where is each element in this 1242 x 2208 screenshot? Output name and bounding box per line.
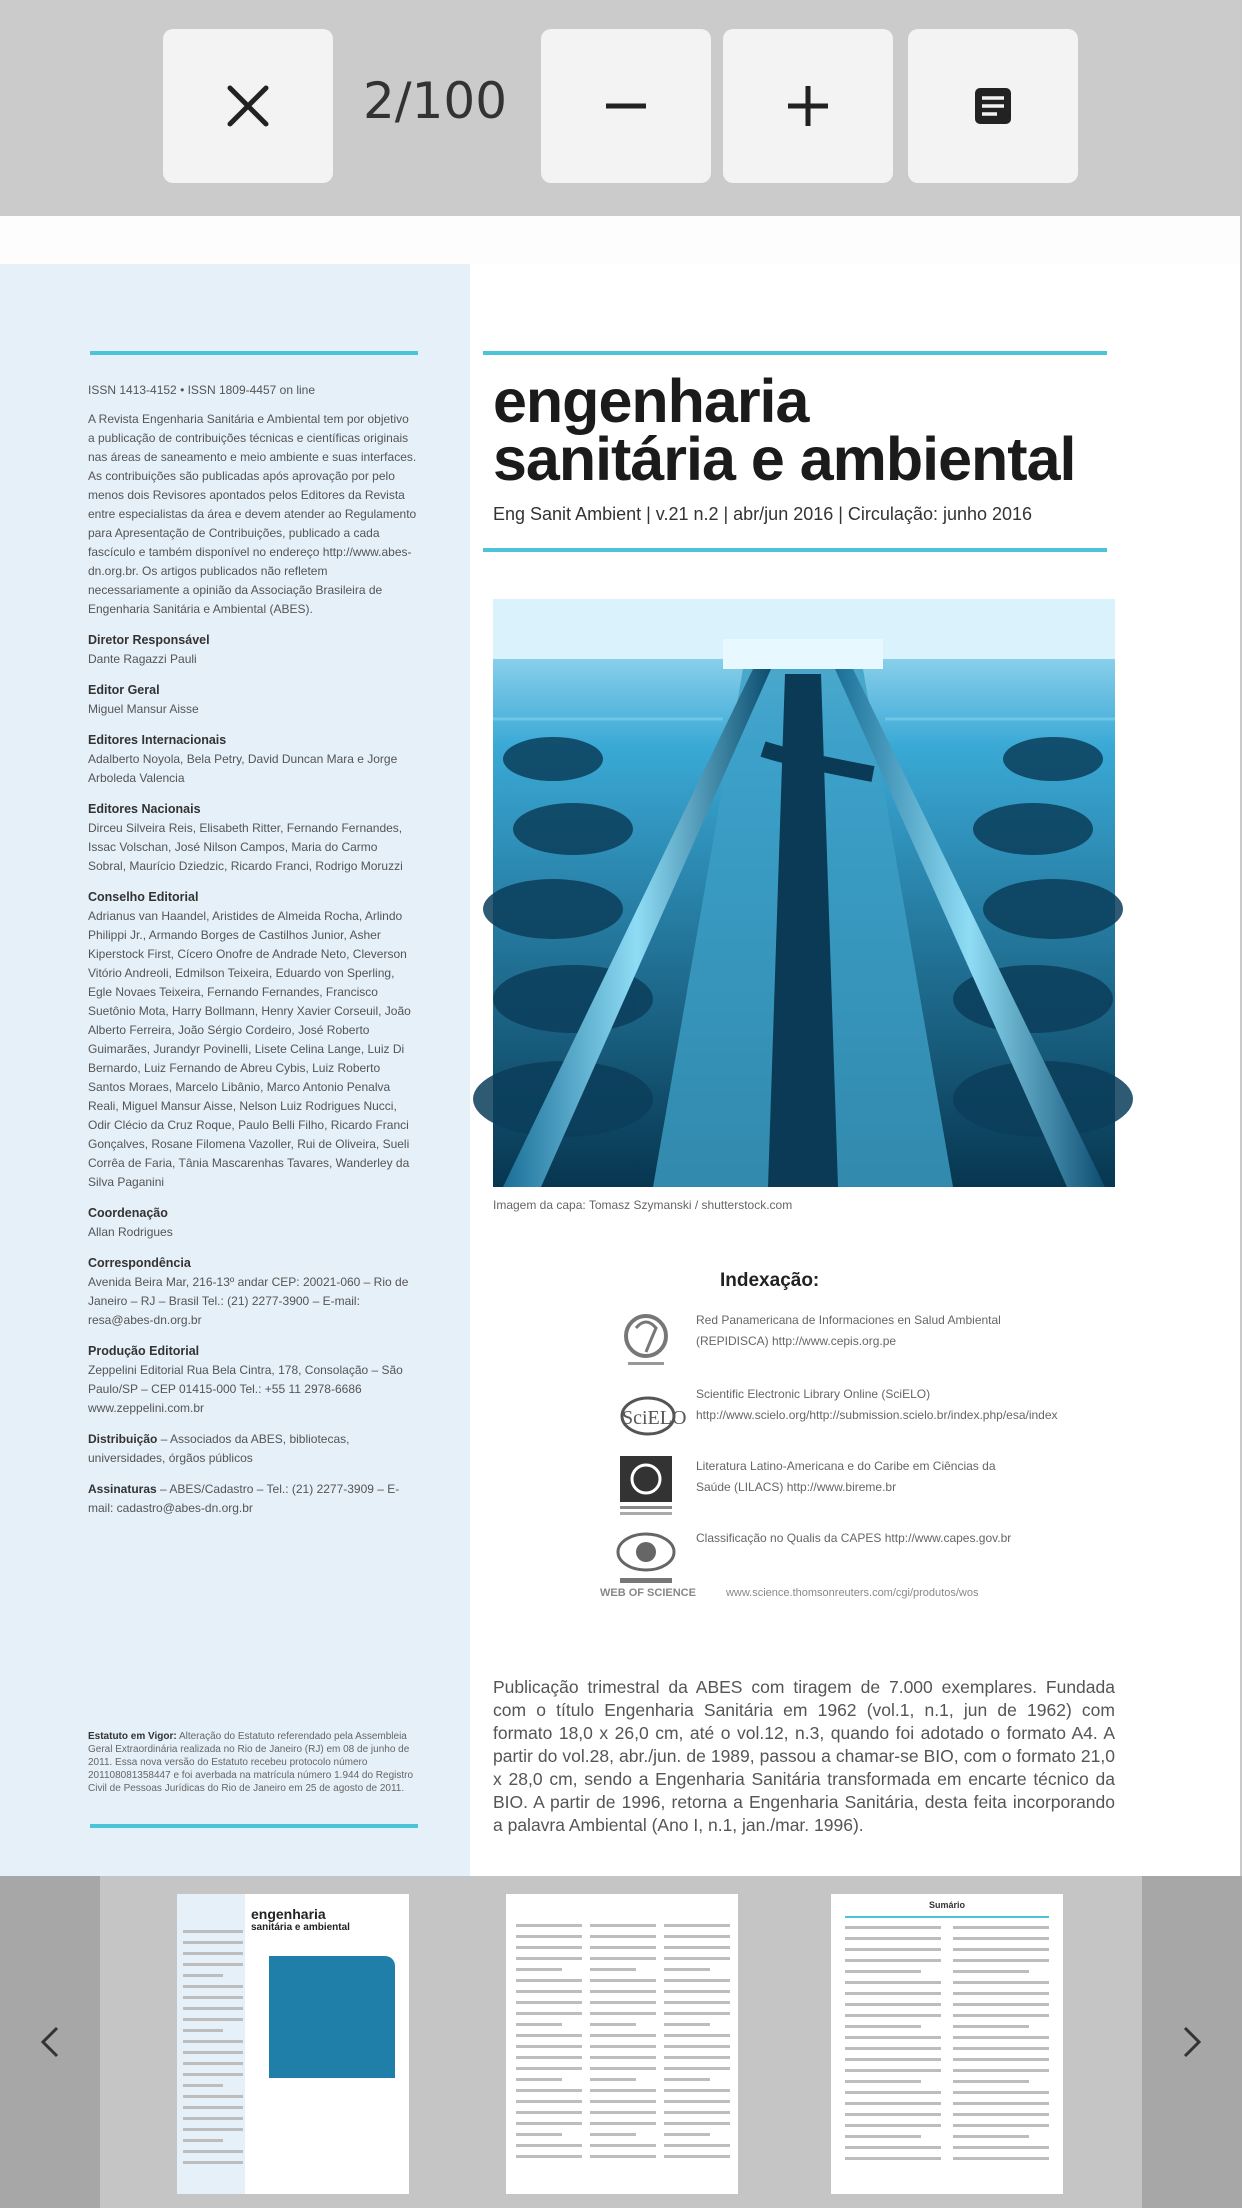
thumbnail-text-line — [845, 2135, 921, 2138]
journal-title-line1: engenharia — [493, 367, 809, 435]
thumbnail-text-line — [516, 1946, 582, 1949]
thumbnail-text-line — [845, 1937, 941, 1940]
thumbnail-text-line — [590, 2045, 656, 2048]
thumbnail-text-line — [664, 2012, 730, 2015]
thumbnail-text-line — [845, 2047, 941, 2050]
masthead-body — [88, 381, 418, 1518]
thumbnail-text-line — [953, 1937, 1049, 1940]
divider — [90, 351, 418, 355]
divider — [483, 351, 1107, 355]
masthead-sections — [88, 631, 418, 1418]
thumbnail-text-line — [845, 2102, 941, 2105]
thumbnail-text-line — [183, 1996, 243, 1999]
thumbnail-text-line — [590, 2056, 656, 2059]
thumbnail-text-line — [953, 2113, 1049, 2116]
thumbnail-page-3[interactable] — [506, 1894, 738, 2194]
thumbnail-text-line — [845, 1981, 941, 1984]
thumbnail-text-line — [516, 2045, 582, 2048]
thumbnail-text-line — [590, 1968, 636, 1971]
close-button[interactable] — [163, 29, 333, 183]
thumbnail-text-line — [664, 1968, 710, 1971]
thumbnail-text-line — [516, 2078, 562, 2081]
web-of-science-url: www.science.thomsonreuters.com/cgi/produtos/wos — [725, 1587, 979, 1599]
indexing-footer — [600, 1587, 978, 1599]
thumbnail-text-line — [953, 2091, 1049, 2094]
thumbnail-text-line — [590, 1946, 656, 1949]
thumbnail-text-line — [183, 2128, 243, 2131]
thumbnail-text-line — [845, 2113, 941, 2116]
thumbnail-text-line — [953, 2036, 1049, 2039]
prev-page-button[interactable] — [0, 1876, 100, 2208]
thumbnail-text-line — [590, 2067, 656, 2070]
thumbnail-text-line — [183, 2095, 243, 2098]
thumbnail-text-line — [183, 2161, 243, 2164]
web-of-science-label: WEB OF SCIENCE — [600, 1587, 696, 1599]
thumbnail-text-line — [845, 1959, 941, 1962]
thumbnail-text-line — [953, 2135, 1029, 2138]
thumbnail-text-line — [183, 2139, 223, 2142]
masthead-heading: Diretor Responsável — [88, 633, 210, 647]
subscriptions-value: – ABES/Cadastro – Tel.: (21) 2277-3909 – E-mail: cadastro@abes-dn.org.br — [88, 1482, 400, 1515]
thumbnail-text-line — [590, 2100, 656, 2103]
statute-text — [88, 1730, 418, 1795]
thumbnail-text-line — [953, 1926, 1049, 1929]
thumbnail-text-line — [953, 2025, 1029, 2028]
close-icon — [226, 84, 270, 128]
cover-image — [493, 599, 1115, 1187]
masthead-heading: Editor Geral — [88, 683, 160, 697]
thumbnail-text-line — [590, 2089, 656, 2092]
masthead-text: Dante Ragazzi Pauli — [88, 652, 197, 666]
thumbnail-text-line — [516, 1990, 582, 1993]
thumbnail-text-line — [183, 2029, 223, 2032]
publication-note: Publicação trimestral da ABES com tiragem de 7.000 exemplares. Fundada com o título Engenharia Sanitária em 1962 (vol.1, n.1, jun de 1962) com formato 18,0 x 26,0 cm, até o vol.12, n.3, quando foi adotado o formato A4. A partir do vol.28, abr./jun. de 1989, passou a chamar-se BIO, com o formato 21,0 x 28,0 cm, sendo a Engenharia Sanitária transformada em encarte técnico da BIO. A partir de 1996, retorna a Engenharia Sanitária, desta feita incorporando a palavra Ambiental (Ano I, n.1, jan./mar. 1996). — [493, 1677, 1115, 1835]
thumbnail-text-line — [664, 1946, 730, 1949]
thumbnail-text-line — [183, 2117, 243, 2120]
thumbnail-text-line — [664, 1935, 730, 1938]
thumbnail-text-line — [183, 2051, 243, 2054]
thumbnail-text-line — [183, 2106, 243, 2109]
indexing-item — [614, 1308, 1034, 1378]
issn-text: ISSN 1413-4152 • ISSN 1809-4457 on line — [88, 383, 316, 397]
indexing-text: Red Panamericana de Informaciones en Salud Ambiental (REPIDISCA) http://www.cepis.org.pe — [696, 1313, 1001, 1348]
svg-text:SciELO: SciELO — [622, 1407, 687, 1429]
thumbnail-title-line2: sanitária e ambiental — [251, 1922, 350, 1933]
thumbnail-text-line — [183, 2073, 243, 2076]
thumbnail-text-line — [664, 2111, 730, 2114]
thumbnail-text-line — [590, 2023, 636, 2026]
thumbnail-text-line — [590, 1979, 656, 1982]
thumbnail-text-line — [845, 2058, 941, 2061]
thumbnail-text-line — [953, 2069, 1049, 2072]
thumbnail-text-line — [590, 1957, 656, 1960]
thumbnail-text-line — [516, 2144, 582, 2147]
thumbnail-text-line — [516, 2111, 582, 2114]
thumbnail-text-line — [953, 2146, 1049, 2149]
thumbnail-strip — [0, 1876, 1240, 2208]
thumbnail-text-line — [516, 2056, 582, 2059]
thumbnail-text-line — [664, 1990, 730, 1993]
thumbnail-text-line — [516, 2133, 562, 2136]
thumbnail-text-line — [664, 2155, 730, 2158]
thumbnail-text-line — [516, 2100, 582, 2103]
thumbnail-text-line — [845, 2080, 921, 2083]
thumbnail-text-line — [590, 1924, 656, 1927]
masthead-text: Dirceu Silveira Reis, Elisabeth Ritter, Fernando Fernandes, Issac Volschan, José Nilson Campos, Maria do Carmo Sobral, Maurício Dziedzic, Ricardo Franci, Rodrigo Moruzzi — [88, 821, 403, 873]
thumbnail-text-line — [590, 2001, 656, 2004]
thumbnail-text-line — [590, 1935, 656, 1938]
thumbnail-text-line — [953, 2058, 1049, 2061]
masthead-text: Adalberto Noyola, Bela Petry, David Duncan Mara e Jorge Arboleda Valencia — [88, 752, 398, 785]
document-viewer[interactable] — [0, 216, 1240, 1876]
thumbnail-text-line — [516, 1979, 582, 1982]
thumbnail-text-line — [590, 1990, 656, 1993]
distribution-text — [88, 1430, 418, 1468]
thumbnail-text-line — [590, 2155, 656, 2158]
document-icon — [973, 86, 1013, 126]
thumbnail-text-line — [953, 2124, 1049, 2127]
thumbnail-text-line — [516, 2067, 582, 2070]
masthead-text: Zeppelini Editorial Rua Bela Cintra, 178, Consolação – São Paulo/SP – CEP 01415-000 Tel.: +55 11 2978-6686 www.zeppelini.com.br — [88, 1363, 403, 1415]
journal-description: A Revista Engenharia Sanitária e Ambiental tem por objetivo a publicação de contribuições técnicas e científicas originais nas áreas de saneamento e meio ambiente e suas interfaces. As contribuições são publicadas após aprovação por pelo menos dois Revisores apontados pelos Editores da Revista entre especialistas da área e devem atender ao Regulamento para Apresentação de Contribuições, publicado a cada fascículo e também disponível no endereço http://www.abes-dn.org.br. Os artigos publicados não refletem necessariamente a opinião da Associação Brasileira de Engenharia Sanitária e Ambiental (ABES). — [88, 412, 417, 616]
masthead-text: Miguel Mansur Aisse — [88, 702, 199, 716]
indexing-text: Classificação no Qualis da CAPES http://www.capes.gov.br — [696, 1531, 1012, 1545]
thumbnail-text-line — [183, 2084, 223, 2087]
thumbnail-text-line — [845, 2157, 941, 2160]
thumbnail-text-line — [590, 2111, 656, 2114]
masthead-heading: Coordenação — [88, 1206, 168, 1220]
zoom-out-button[interactable] — [541, 29, 711, 183]
masthead-heading: Produção Editorial — [88, 1344, 200, 1358]
thumbnail-text-line — [845, 2036, 941, 2039]
document-button[interactable] — [908, 29, 1078, 183]
thumbnail-text-line — [516, 2012, 582, 2015]
thumbnail-text-line — [516, 1968, 562, 1971]
thumbnail-text-line — [845, 2091, 941, 2094]
masthead-text: Avenida Beira Mar, 216-13º andar CEP: 20021-060 – Rio de Janeiro – RJ – Brasil Tel.: (21) 2277-3900 – E-mail: resa@abes-dn.org.br — [88, 1275, 409, 1327]
thumbnail-text-line — [516, 1957, 582, 1960]
thumbnail-text-line — [845, 1992, 941, 1995]
issue-info: Eng Sanit Ambient | v.21 n.2 | abr/jun 2016 | Circulação: junho 2016 — [493, 504, 1033, 524]
thumbnail-text-line — [664, 2067, 730, 2070]
indexing-item — [614, 1454, 1034, 1524]
thumbnail-text-line — [845, 2146, 941, 2149]
thumbnail-text-line — [183, 1963, 243, 1966]
thumbnail-text-line — [183, 1941, 243, 1944]
zoom-in-button[interactable] — [723, 29, 893, 183]
masthead-heading: Editores Nacionais — [88, 802, 201, 816]
thumbnail-text-line — [845, 2124, 941, 2127]
plus-icon — [786, 84, 830, 128]
thumbnail-text-line — [845, 2069, 941, 2072]
thumbnail-text-line — [953, 2014, 1049, 2017]
thumbnail-text-line — [845, 2025, 921, 2028]
statute-value: Alteração do Estatuto referendado pela Assembleia Geral Extraordinária realizada no Rio de Janeiro (RJ) em 08 de junho de 2011. Essa nova versão do Estatuto recebeu protocolo número 201108081358447 e foi averbada na matrícula número 1.944 do Registro Civil de Pessoas Jurídicas do Rio de Janeiro em 25 de agosto de 2011. — [88, 1731, 414, 1794]
thumbnail-text-line — [953, 1948, 1049, 1951]
chevron-left-icon — [40, 2025, 60, 2059]
next-page-button[interactable] — [1142, 1876, 1242, 2208]
subscriptions-text — [88, 1480, 418, 1518]
divider — [483, 548, 1107, 552]
thumbnail-text-line — [664, 2034, 730, 2037]
thumbnail-text-line — [953, 2047, 1049, 2050]
thumbnail-text-line — [953, 1959, 1049, 1962]
journal-title — [493, 367, 1076, 493]
thumbnail-text-line — [516, 1935, 582, 1938]
thumbnail-text-line — [664, 1979, 730, 1982]
thumbnail-text-line — [183, 2007, 243, 2010]
chevron-right-icon — [1182, 2025, 1202, 2059]
thumbnail-text-line — [664, 2089, 730, 2092]
masthead-heading: Editores Internacionais — [88, 733, 227, 747]
thumbnail-text-line — [183, 1974, 223, 1977]
thumbnail-text-line — [516, 2155, 582, 2158]
thumbnail-title: Sumário — [928, 1900, 965, 1910]
minus-icon — [604, 101, 648, 111]
thumbnail-text-line — [845, 2003, 941, 2006]
thumbnail-text-line — [664, 2001, 730, 2004]
page-counter: 2/100 — [362, 72, 508, 130]
distribution-label: Distribuição — [88, 1432, 158, 1446]
thumbnail-text-line — [183, 1985, 243, 1988]
thumbnail-text-line — [590, 2144, 656, 2147]
distribution-value: – Associados da ABES, bibliotecas, universidades, órgãos públicos — [88, 1432, 350, 1465]
cover-credit: Imagem da capa: Tomasz Szymanski / shutterstock.com — [493, 1198, 793, 1212]
thumbnail-page-2[interactable] — [177, 1894, 409, 2194]
lilacs-logo — [614, 1454, 678, 1518]
masthead-heading: Correspondência — [88, 1256, 191, 1270]
thumbnail-text-line — [664, 2122, 730, 2125]
thumbnail-text-line — [845, 2014, 941, 2017]
scielo-logo — [614, 1382, 687, 1446]
journal-title-line2: sanitária e ambiental — [493, 425, 1076, 493]
thumbnail-text-line — [516, 2001, 582, 2004]
masthead-text: Allan Rodrigues — [88, 1225, 173, 1239]
indexing-text: Literatura Latino-Americana e do Caribe em Ciências da Saúde (LILACS) http://www.bireme.br — [696, 1459, 996, 1494]
thumbnail-text-line — [590, 2133, 636, 2136]
indexing-title: Indexação: — [720, 1270, 820, 1291]
divider — [90, 1824, 418, 1828]
masthead-column — [0, 264, 470, 1876]
repidisca-logo — [614, 1308, 678, 1372]
document-page — [0, 264, 1240, 1876]
indexing-item — [614, 1382, 1058, 1452]
indexing-item — [614, 1526, 1034, 1596]
thumbnail-text-line — [183, 2150, 243, 2153]
thumbnail-text-line — [664, 2023, 710, 2026]
cover-photo — [493, 599, 1115, 1187]
thumbnail-text-line — [953, 1981, 1049, 1984]
thumbnail-text-line — [183, 1930, 243, 1933]
thumbnail-text-line — [664, 2056, 730, 2059]
thumbnail-title — [251, 1908, 350, 1934]
thumbnail-text-line — [953, 2102, 1049, 2105]
thumbnail-text-line — [590, 2078, 636, 2081]
thumbnail-text-line — [590, 2122, 656, 2125]
thumbnail-text-line — [953, 2080, 1029, 2083]
masthead-text: Adrianus van Haandel, Aristides de Almeida Rocha, Arlindo Philippi Jr., Armando Borges de Castilhos Junior, Asher Kiperstock First, Cícero Onofre de Andrade Neto, Cleverson Vitório Andreoli, Edmilson Teixeira, Eduardo von Sperling, Egle Novaes Teixeira, Fernando Fernandes, Francisco Suetônio Mota, Harry Bollmann, Henry Xavier Corseuil, João Alberto Ferreira, João Sérgio Cordeiro, José Roberto Guimarães, Jurandyr Povinelli, Lisete Celina Lange, Luiz Di Bernardo, Luiz Fernando de Abreu Cybis, Luiz Roberto Santos Moraes, Marcelo Libânio, Marco Antonio Penalva Reali, Miguel Mansur Aisse, Nelson Luiz Rodrigues Nucci, Odir Clécio da Cruz Roque, Paulo Belli Filho, Ricardo Franci Gonçalves, Rosane Filomena Vazoller, Rui de Oliveira, Sueli Corrêa de Faria, Tânia Mascarenhas Tavares, Wanderley da Silva Paganini — [88, 909, 411, 1189]
thumbnail-text-line — [664, 2045, 730, 2048]
viewer-toolbar — [0, 0, 1240, 216]
thumbnail-text-line — [664, 2144, 730, 2147]
thumbnail-text-line — [953, 2157, 1049, 2160]
thumbnail-text-line — [183, 2018, 243, 2021]
thumbnail-text-line — [516, 2023, 562, 2026]
thumbnail-page-4[interactable] — [831, 1894, 1063, 2194]
thumbnail-text-line — [953, 2003, 1049, 2006]
thumbnail-text-line — [516, 2089, 582, 2092]
thumbnail-text-line — [845, 1926, 941, 1929]
thumbnail-text-line — [516, 2122, 582, 2125]
thumbnail-text-line — [183, 1952, 243, 1955]
thumbnail-text-line — [183, 2040, 243, 2043]
statute-label: Estatuto em Vigor: — [88, 1731, 177, 1742]
thumbnail-text-line — [664, 2133, 710, 2136]
indexing-text: Scientific Electronic Library Online (SciELO) http://www.scielo.org/http://submission.scielo.br/index.php/esa/index — [696, 1387, 1058, 1422]
thumbnail-text-line — [516, 2034, 582, 2037]
masthead-heading: Conselho Editorial — [88, 890, 199, 904]
thumbnail-text-line — [664, 2078, 710, 2081]
thumbnail-text-line — [845, 1970, 921, 1973]
thumbnail-text-line — [664, 1957, 730, 1960]
thumbnail-text-line — [516, 1924, 582, 1927]
thumbnail-text-line — [664, 1924, 730, 1927]
thumbnail-text-line — [664, 2100, 730, 2103]
thumbnail-text-line — [953, 1992, 1049, 1995]
thumbnail-title-line1: engenharia — [251, 1906, 326, 1922]
thumbnail-text-line — [953, 1970, 1029, 1973]
thumbnail-text-line — [590, 2034, 656, 2037]
thumbnail-text-line — [183, 2062, 243, 2065]
thumbnail-text-line — [590, 2012, 656, 2015]
thumbnail-text-line — [845, 1948, 941, 1951]
capes-logo — [614, 1526, 678, 1590]
subscriptions-label: Assinaturas — [88, 1482, 157, 1496]
